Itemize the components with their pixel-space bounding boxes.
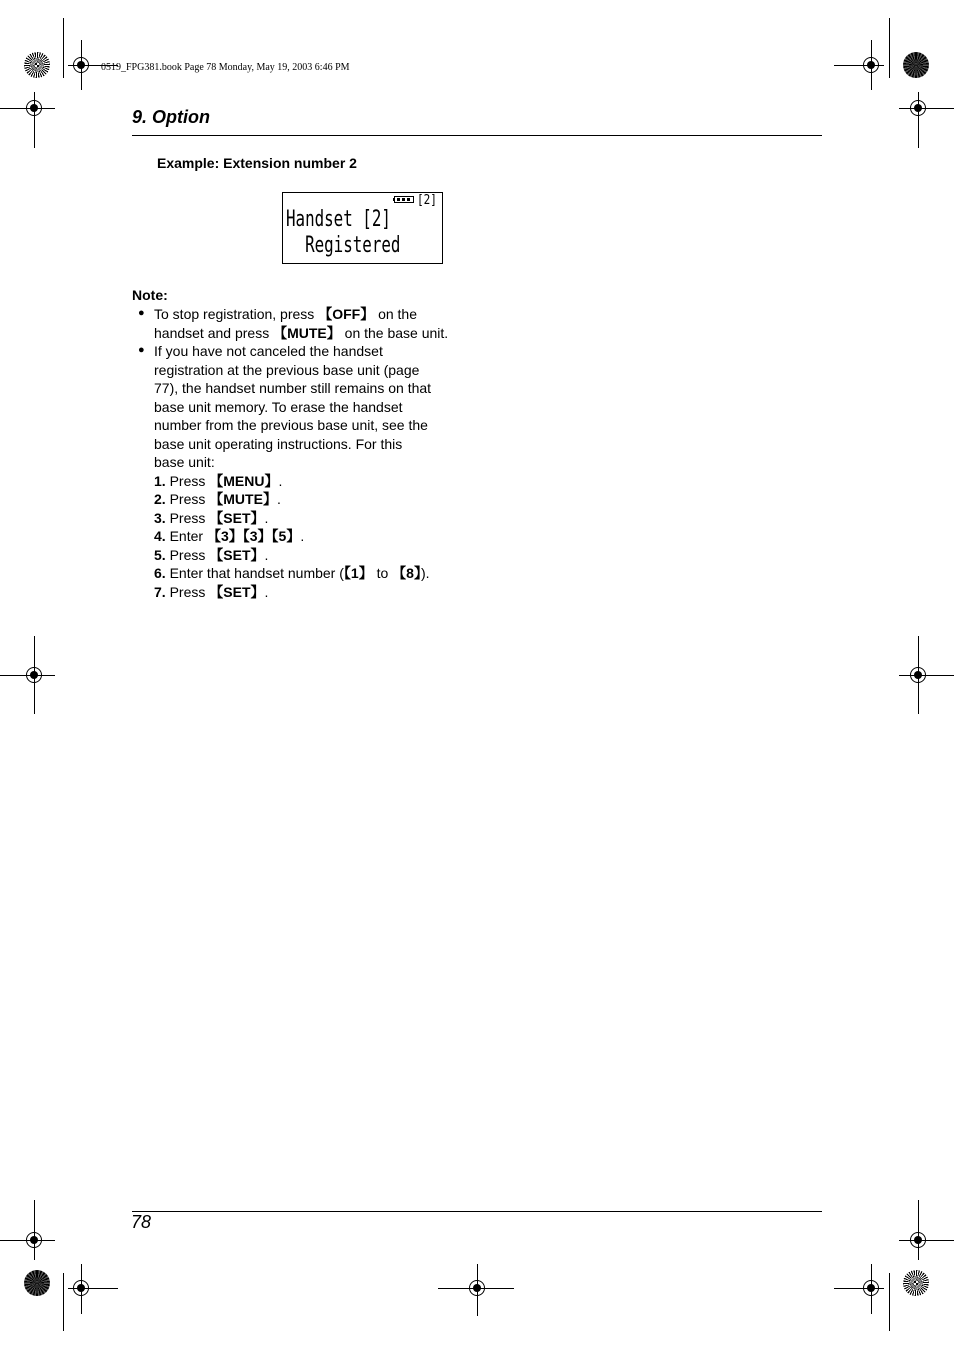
step-7: 7. Press 【 SET 】 . (154, 583, 268, 602)
registration-target-icon (26, 1232, 42, 1248)
registration-target-icon (26, 667, 42, 683)
step-6: 6. Enter that handset number (【 1 】 to 【 8 】 ). (154, 564, 430, 583)
bullet-icon: ● (138, 307, 145, 319)
step-3: 3. Press 【 SET 】 . (154, 509, 268, 528)
note-bullet-1-line-1: To stop registration, press 【 OFF 】 on the (154, 305, 417, 324)
registration-target-icon (863, 57, 879, 73)
note-bullet-2-line: base unit memory. To erase the handset (154, 398, 403, 415)
bullet-icon: ● (138, 344, 145, 356)
registration-target-icon (863, 1280, 879, 1296)
registration-target-icon (26, 100, 42, 116)
print-job-info: 0519_FPG381.book Page 78 Monday, May 19, 2003 6:46 PM (101, 62, 350, 73)
step-1: 1. Press 【 MENU 】 . (154, 472, 282, 491)
lcd-line-1: Handset [2] (286, 207, 391, 232)
note-title: Note: (132, 287, 168, 303)
section-title: 9. Option (132, 107, 210, 127)
step-5: 5. Press 【 SET 】 . (154, 546, 268, 565)
page-number: 78 (131, 1212, 152, 1232)
registration-rosette-icon (903, 52, 929, 78)
note-bullet-2-line: base unit operating instructions. For this (154, 435, 403, 452)
step-4: 4. Enter 【 3 】【 3 】【 5 】 . (154, 527, 304, 546)
registration-target-icon (910, 100, 926, 116)
note-bullet-1-line-2: handset and press 【 MUTE 】 on the base unit. (154, 324, 448, 343)
registration-target-icon (73, 1280, 89, 1296)
example-title: Example: Extension number 2 (157, 155, 357, 171)
registration-rosette-icon (24, 1270, 50, 1296)
note-bullet-2-line: registration at the previous base unit (page (154, 361, 420, 378)
lcd-line-2: Registered (286, 233, 401, 258)
note-bullet-2-line: number from the previous base unit, see the (154, 417, 428, 433)
registration-target-icon (469, 1280, 485, 1296)
registration-target-icon (73, 57, 89, 73)
registration-rosette-icon (903, 1270, 929, 1296)
registration-target-icon (910, 1232, 926, 1248)
header-rule (132, 135, 822, 136)
lcd-display (282, 192, 443, 264)
battery-icon (394, 196, 414, 203)
registration-rosette-icon (24, 52, 50, 78)
note-bullet-2-line: base unit: (154, 454, 215, 470)
step-2: 2. Press 【 MUTE 】 . (154, 490, 281, 509)
note-bullet-2-line: If you have not canceled the handset (154, 343, 383, 359)
registration-target-icon (910, 667, 926, 683)
note-bullet-2-line: 77), the handset number still remains on that (154, 380, 432, 396)
footer-rule (132, 1211, 822, 1212)
lcd-extension-indicator: [2] (417, 193, 437, 208)
